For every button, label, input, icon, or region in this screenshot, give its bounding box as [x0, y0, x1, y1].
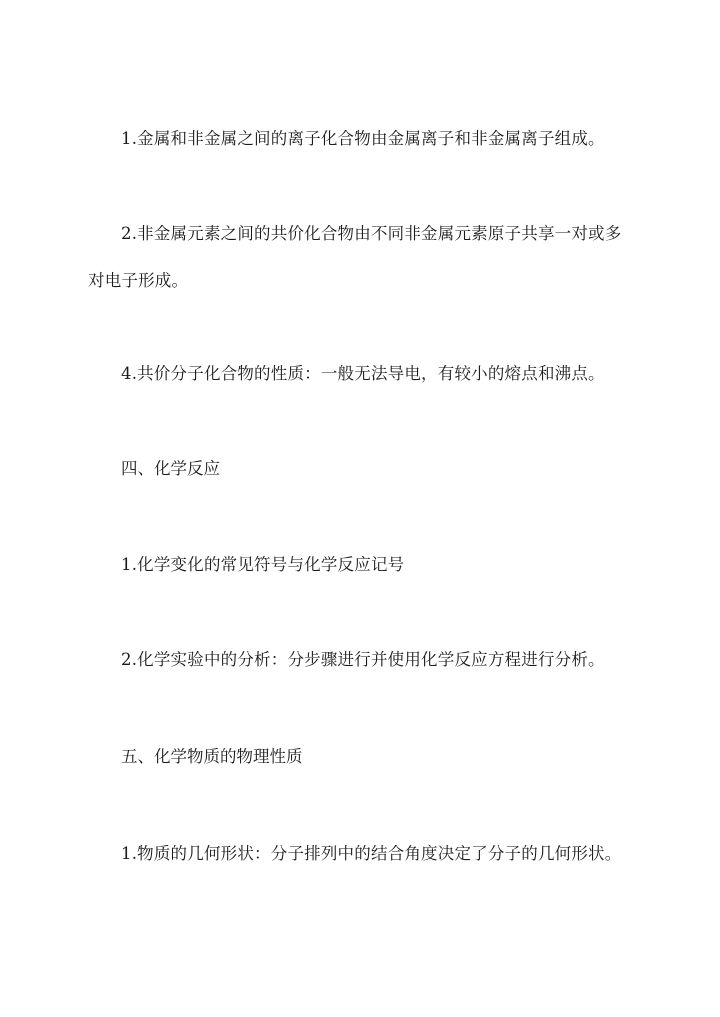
section-heading-chemical-reactions: 四、化学反应: [121, 459, 220, 478]
paragraph-molecular-geometry: 1.物质的几何形状：分子排列中的结合角度决定了分子的几何形状。: [121, 844, 622, 863]
paragraph-covalent-properties: 4.共价分子化合物的性质：一般无法导电，有较小的熔点和沸点。: [121, 364, 605, 383]
paragraph-reaction-symbols: 1.化学变化的常见符号与化学反应记号: [121, 555, 405, 574]
section-heading-physical-properties: 五、化学物质的物理性质: [121, 747, 303, 766]
paragraph-ionic-compounds: 1.金属和非金属之间的离子化合物由金属离子和非金属离子组成。: [121, 129, 605, 148]
paragraph-covalent-compounds: 2.非金属元素之间的共价化合物由不同非金属元素原子共享一对或多对电子形成。: [88, 224, 622, 290]
paragraph-experiment-analysis: 2.化学实验中的分析：分步骤进行并使用化学反应方程进行分析。: [121, 650, 605, 669]
